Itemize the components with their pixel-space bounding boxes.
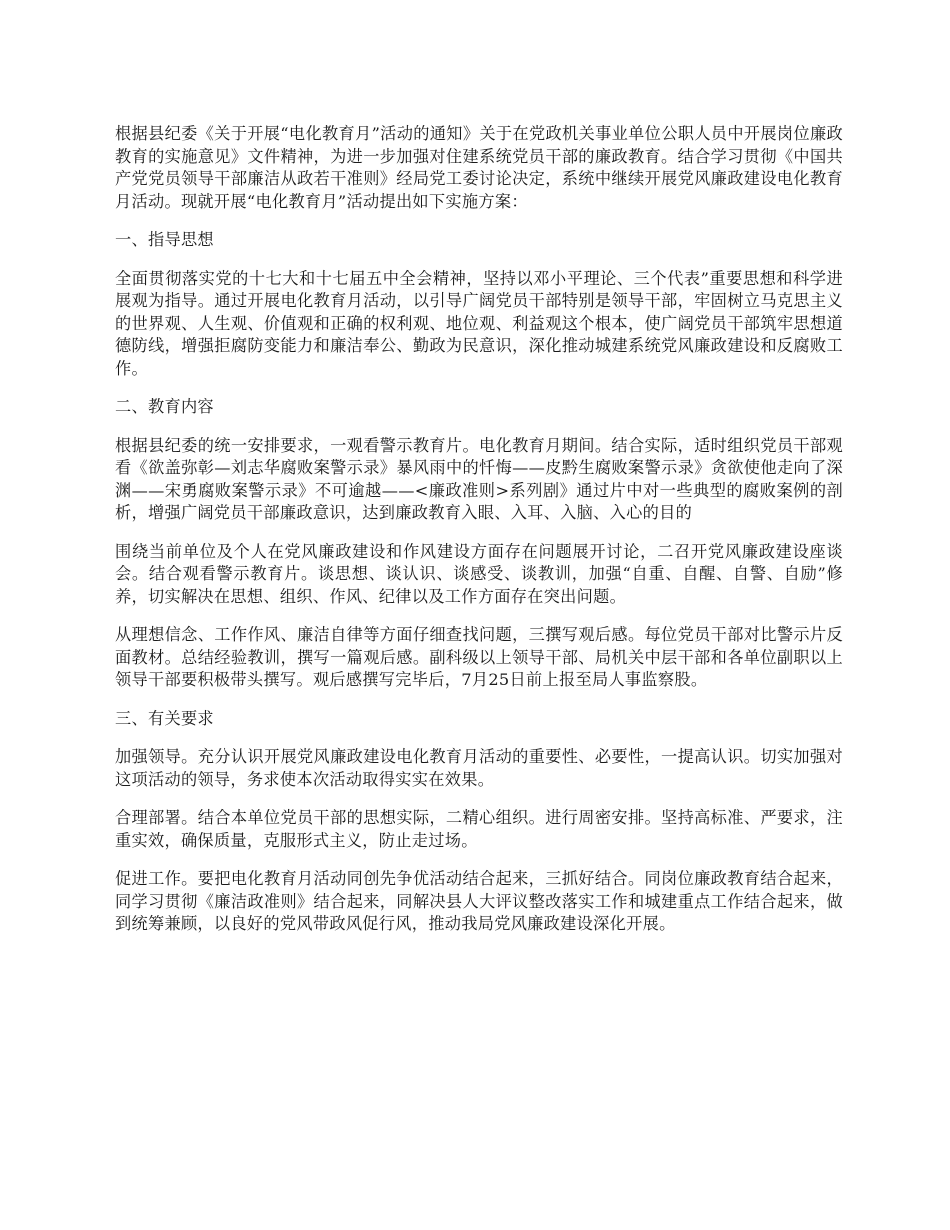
- section-heading-education-content: 二、教育内容: [115, 397, 214, 416]
- document-body: [115, 123, 843, 952]
- requirements-paragraph-3: 促进工作。要把电化教育月活动同创先争优活动结合起来，三抓好结合。同岗位廉政教育结合起来，同学习贯彻《廉洁政准则》结合起来，同解决县人大评议整改落实工作和城建重点工作结合起来，做到统筹兼顾，以良好的党风带政风促行风，推动我局党风廉政建设深化开展。: [115, 869, 843, 933]
- guiding-ideology-paragraph: 全面贯彻落实党的十七大和十七届五中全会精神，坚持以邓小平理论、三个代表”重要思想和科学进展观为指导。通过开展电化教育月活动，以引导广阔党员干部特别是领导干部，牢固树立马克思主义的世界观、人生观、价值观和正确的权利观、地位观、利益观这个根本，使广阔党员干部筑牢思想道德防线，增强拒腐防变能力和廉洁奉公、勤政为民意识，深化推动城建系统党风廉政建设和反腐败工作。: [115, 268, 843, 378]
- section-heading-requirements: 三、有关要求: [115, 708, 214, 728]
- education-content-paragraph-1: 根据县纪委的统一安排要求，一观看警示教育片。电化教育月期间。结合实际，适时组织党员干部观看《欲盖弥彰—刘志华腐败案警示录》暴风雨中的忏悔——皮黔生腐败案警示录》贪欲使他走向了深渊——宋勇腐败案警示录》不可逾越——<廉政准则>系列剧》通过片中对一些典型的腐败案例的剖析，增强广阔党员干部廉政意识，达到廉政教育入眼、入耳、入脑、入心的目的: [115, 435, 843, 522]
- education-content-paragraph-2: 围绕当前单位及个人在党风廉政建设和作风建设方面存在问题展开讨论，二召开党风廉政建设座谈会。结合观看警示教育片。谈思想、谈认识、谈感受、谈教训，加强“自重、自醒、自警、自励”修养，切实解决在思想、组织、作风、纪律以及工作方面存在突出问题。: [115, 541, 843, 606]
- intro-paragraph: 根据县纪委《关于开展“电化教育月”活动的通知》关于在党政机关事业单位公职人员中开展岗位廉政教育的实施意见》文件精神，为进一步加强对住建系统党员干部的廉政教育。结合学习贯彻《中国共产党党员领导干部廉洁从政若干准则》经局党工委讨论决定，系统中继续开展党风廉政建设电化教育月活动。现就开展“电化教育月”活动提出如下实施方案：: [115, 124, 843, 211]
- section-heading-guiding-ideology: 一、指导思想: [115, 230, 214, 249]
- education-content-paragraph-3: 从理想信念、工作作风、廉洁自律等方面仔细查找问题，三撰写观后感。每位党员干部对比警示片反面教材。总结经验教训，撰写一篇观后感。副科级以上领导干部、局机关中层干部和各单位副职以上领导干部要积极带头撰写。观后感撰写完毕后，7月25日前上报至局人事监察股。: [115, 625, 843, 689]
- requirements-paragraph-2: 合理部署。结合本单位党员干部的思想实际，二精心组织。进行周密安排。坚持高标准、严要求，注重实效，确保质量，克服形式主义，防止走过场。: [115, 808, 843, 850]
- requirements-paragraph-1: 加强领导。充分认识开展党风廉政建设电化教育月活动的重要性、必要性，一提高认识。切实加强对这项活动的领导，务求使本次活动取得实实在效果。: [115, 747, 843, 789]
